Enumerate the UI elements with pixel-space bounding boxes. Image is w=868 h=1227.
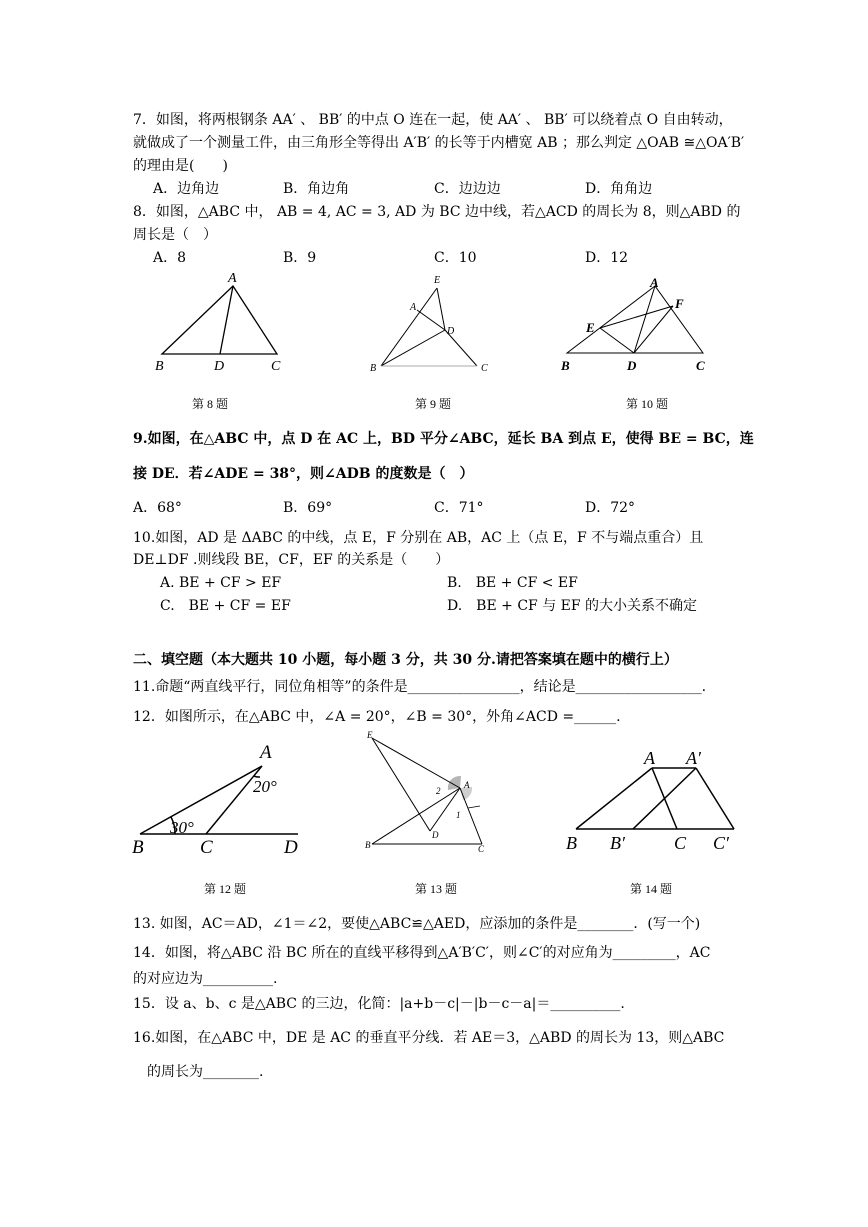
q12-text: 12．如图所示，在△ABC 中，∠A = 20°，∠B = 30°，外角∠ACD =______. bbox=[133, 709, 621, 725]
fig13-label-a: A bbox=[464, 780, 470, 790]
q9-option-a: A．68° bbox=[133, 500, 182, 516]
figure-10 bbox=[555, 270, 725, 380]
q8-option-a: A．8 bbox=[153, 250, 187, 266]
fig13-angle-2: 2 bbox=[436, 786, 441, 796]
q7-line3: 的理由是( ) bbox=[133, 158, 228, 174]
figure-14 bbox=[560, 740, 750, 860]
fig8-label-a: A bbox=[228, 271, 237, 286]
figure-8 bbox=[140, 270, 300, 380]
fig13-label-b: B bbox=[365, 840, 371, 850]
q8-line1: 8．如图，△ABC 中， AB = 4, AC = 3, AD 为 BC 边中线，若△ACD 的周长为 8，则△ABD 的 bbox=[133, 204, 741, 220]
fig9-label-e: E bbox=[434, 275, 441, 286]
q10-option-c: C. BE + CF = EF bbox=[160, 598, 291, 614]
fig12-label-d: D bbox=[284, 837, 298, 858]
fig13-angle-1: 1 bbox=[456, 810, 461, 820]
figure-9 bbox=[365, 270, 495, 380]
q8-option-b: B．9 bbox=[283, 250, 317, 266]
q16-line1: 16.如图，在△ABC 中，DE 是 AC 的垂直平分线．若 AE＝3，△ABD 的周长为 13，则△ABC bbox=[133, 1030, 725, 1046]
q9-line1: 9.如图，在△ABC 中，点 D 在 AC 上，BD 平分∠ABC，延长 BA 到点 E，使得 BE = BC，连 bbox=[133, 431, 754, 447]
fig10-caption: 第 10 题 bbox=[626, 397, 669, 411]
q7-line2: 就做成了一个测量工件，由三角形全等得出 A′B′ 的长等于内槽宽 AB ；那么判定 △OAB ≅△OA′B′ bbox=[133, 135, 745, 151]
q7-option-d: D．角角边 bbox=[585, 181, 653, 197]
q7-line1: 7．如图，将两根钢条 AA′ 、 BB′ 的中点 O 连在一起，使 AA′ 、 BB′ 可以绕着点 O 自由转动， bbox=[133, 112, 733, 128]
q14-line1: 14．如图，将△ABC 沿 BC 所在的直线平移得到△A′B′C′，则∠C′的对应角为_________，AC bbox=[133, 945, 711, 961]
q7-option-c: C．边边边 bbox=[434, 181, 501, 197]
q7-option-a: A．边角边 bbox=[153, 181, 220, 197]
fig12-label-c: C bbox=[200, 837, 213, 858]
q9-option-d: D．72° bbox=[585, 500, 636, 516]
q16-line2: 的周长为________. bbox=[147, 1064, 264, 1080]
figure-12 bbox=[130, 738, 310, 863]
fig12-angle-a: 20° bbox=[253, 777, 277, 796]
fig9-label-b: B bbox=[370, 363, 377, 374]
q8-option-c: C．10 bbox=[434, 250, 477, 266]
fig8-label-b: B bbox=[155, 359, 164, 374]
fig13-label-d: D bbox=[432, 830, 439, 840]
fig14-label-a: A bbox=[644, 748, 655, 768]
fig8-caption: 第 8 题 bbox=[192, 397, 229, 411]
fig13-label-e: E bbox=[367, 730, 373, 740]
q8-line2: 周长是（ ） bbox=[133, 227, 217, 243]
fig9-label-c: C bbox=[481, 363, 488, 374]
fig9-label-a: A bbox=[410, 302, 417, 313]
q10-option-b: B. BE + CF < EF bbox=[447, 575, 578, 591]
q9-line2: 接 DE．若∠ADE = 38°，则∠ADB 的度数是（ ） bbox=[133, 466, 474, 482]
fig9-caption: 第 9 题 bbox=[415, 397, 452, 411]
fig10-label-c: C bbox=[696, 358, 705, 373]
fig13-caption: 第 13 题 bbox=[415, 882, 458, 896]
fig10-label-e: E bbox=[586, 320, 595, 335]
fig10-label-a: A bbox=[650, 275, 659, 290]
fig9-label-d: D bbox=[447, 326, 455, 337]
fig8-label-d: D bbox=[214, 359, 225, 374]
q13-text: 13. 如图，AC＝AD，∠1＝∠2，要使△ABC≌△AED，应添加的条件是________．(写一个) bbox=[133, 916, 701, 932]
fig10-label-b: B bbox=[561, 358, 570, 373]
q9-option-c: C．71° bbox=[434, 500, 484, 516]
fig14-label-b: B bbox=[566, 833, 577, 853]
q8-option-d: D．12 bbox=[585, 250, 629, 266]
fig12-caption: 第 12 题 bbox=[204, 882, 247, 896]
q15-text: 15．设 a、b、c 是△ABC 的三边，化简：|a+b－c|－|b－c－a|＝__________. bbox=[133, 996, 625, 1012]
fig10-label-d: D bbox=[627, 358, 637, 373]
fig12-label-b: B bbox=[132, 837, 144, 858]
section2-heading: 二、填空题（本大题共 10 小题，每小题 3 分，共 30 分.请把答案填在题中的横行上） bbox=[133, 652, 678, 668]
q10-option-d: D. BE + CF 与 EF 的大小关系不确定 bbox=[447, 598, 698, 614]
fig14-label-c: C bbox=[674, 833, 687, 853]
fig14-caption: 第 14 题 bbox=[630, 882, 673, 896]
fig14-label-b-prime: B′ bbox=[610, 833, 625, 853]
fig13-label-c: C bbox=[478, 844, 485, 854]
fig14-label-a-prime: A′ bbox=[686, 748, 701, 768]
q10-option-a: A. BE + CF > EF bbox=[160, 575, 282, 591]
fig12-angle-b: 30° bbox=[170, 818, 194, 837]
figure-13 bbox=[360, 728, 500, 858]
q9-option-b: B．69° bbox=[283, 500, 333, 516]
q10-line1: 10.如图，AD 是 ΔABC 的中线，点 E，F 分别在 AB，AC 上（点 E，F 不与端点重合）且 bbox=[133, 530, 704, 546]
fig14-label-c-prime: C′ bbox=[713, 833, 729, 853]
q11-text: 11.命题“两直线平行，同位角相等”的条件是________________，结论是__________________. bbox=[133, 679, 707, 695]
fig12-label-a: A bbox=[260, 742, 272, 763]
q7-option-b: B．角边角 bbox=[283, 181, 350, 197]
q10-line2: DE⊥DF .则线段 BE，CF，EF 的关系是（ ） bbox=[133, 552, 450, 568]
fig8-label-c: C bbox=[271, 359, 281, 374]
q14-line2: 的对应边为__________. bbox=[133, 971, 278, 987]
fig10-label-f: F bbox=[675, 296, 684, 311]
